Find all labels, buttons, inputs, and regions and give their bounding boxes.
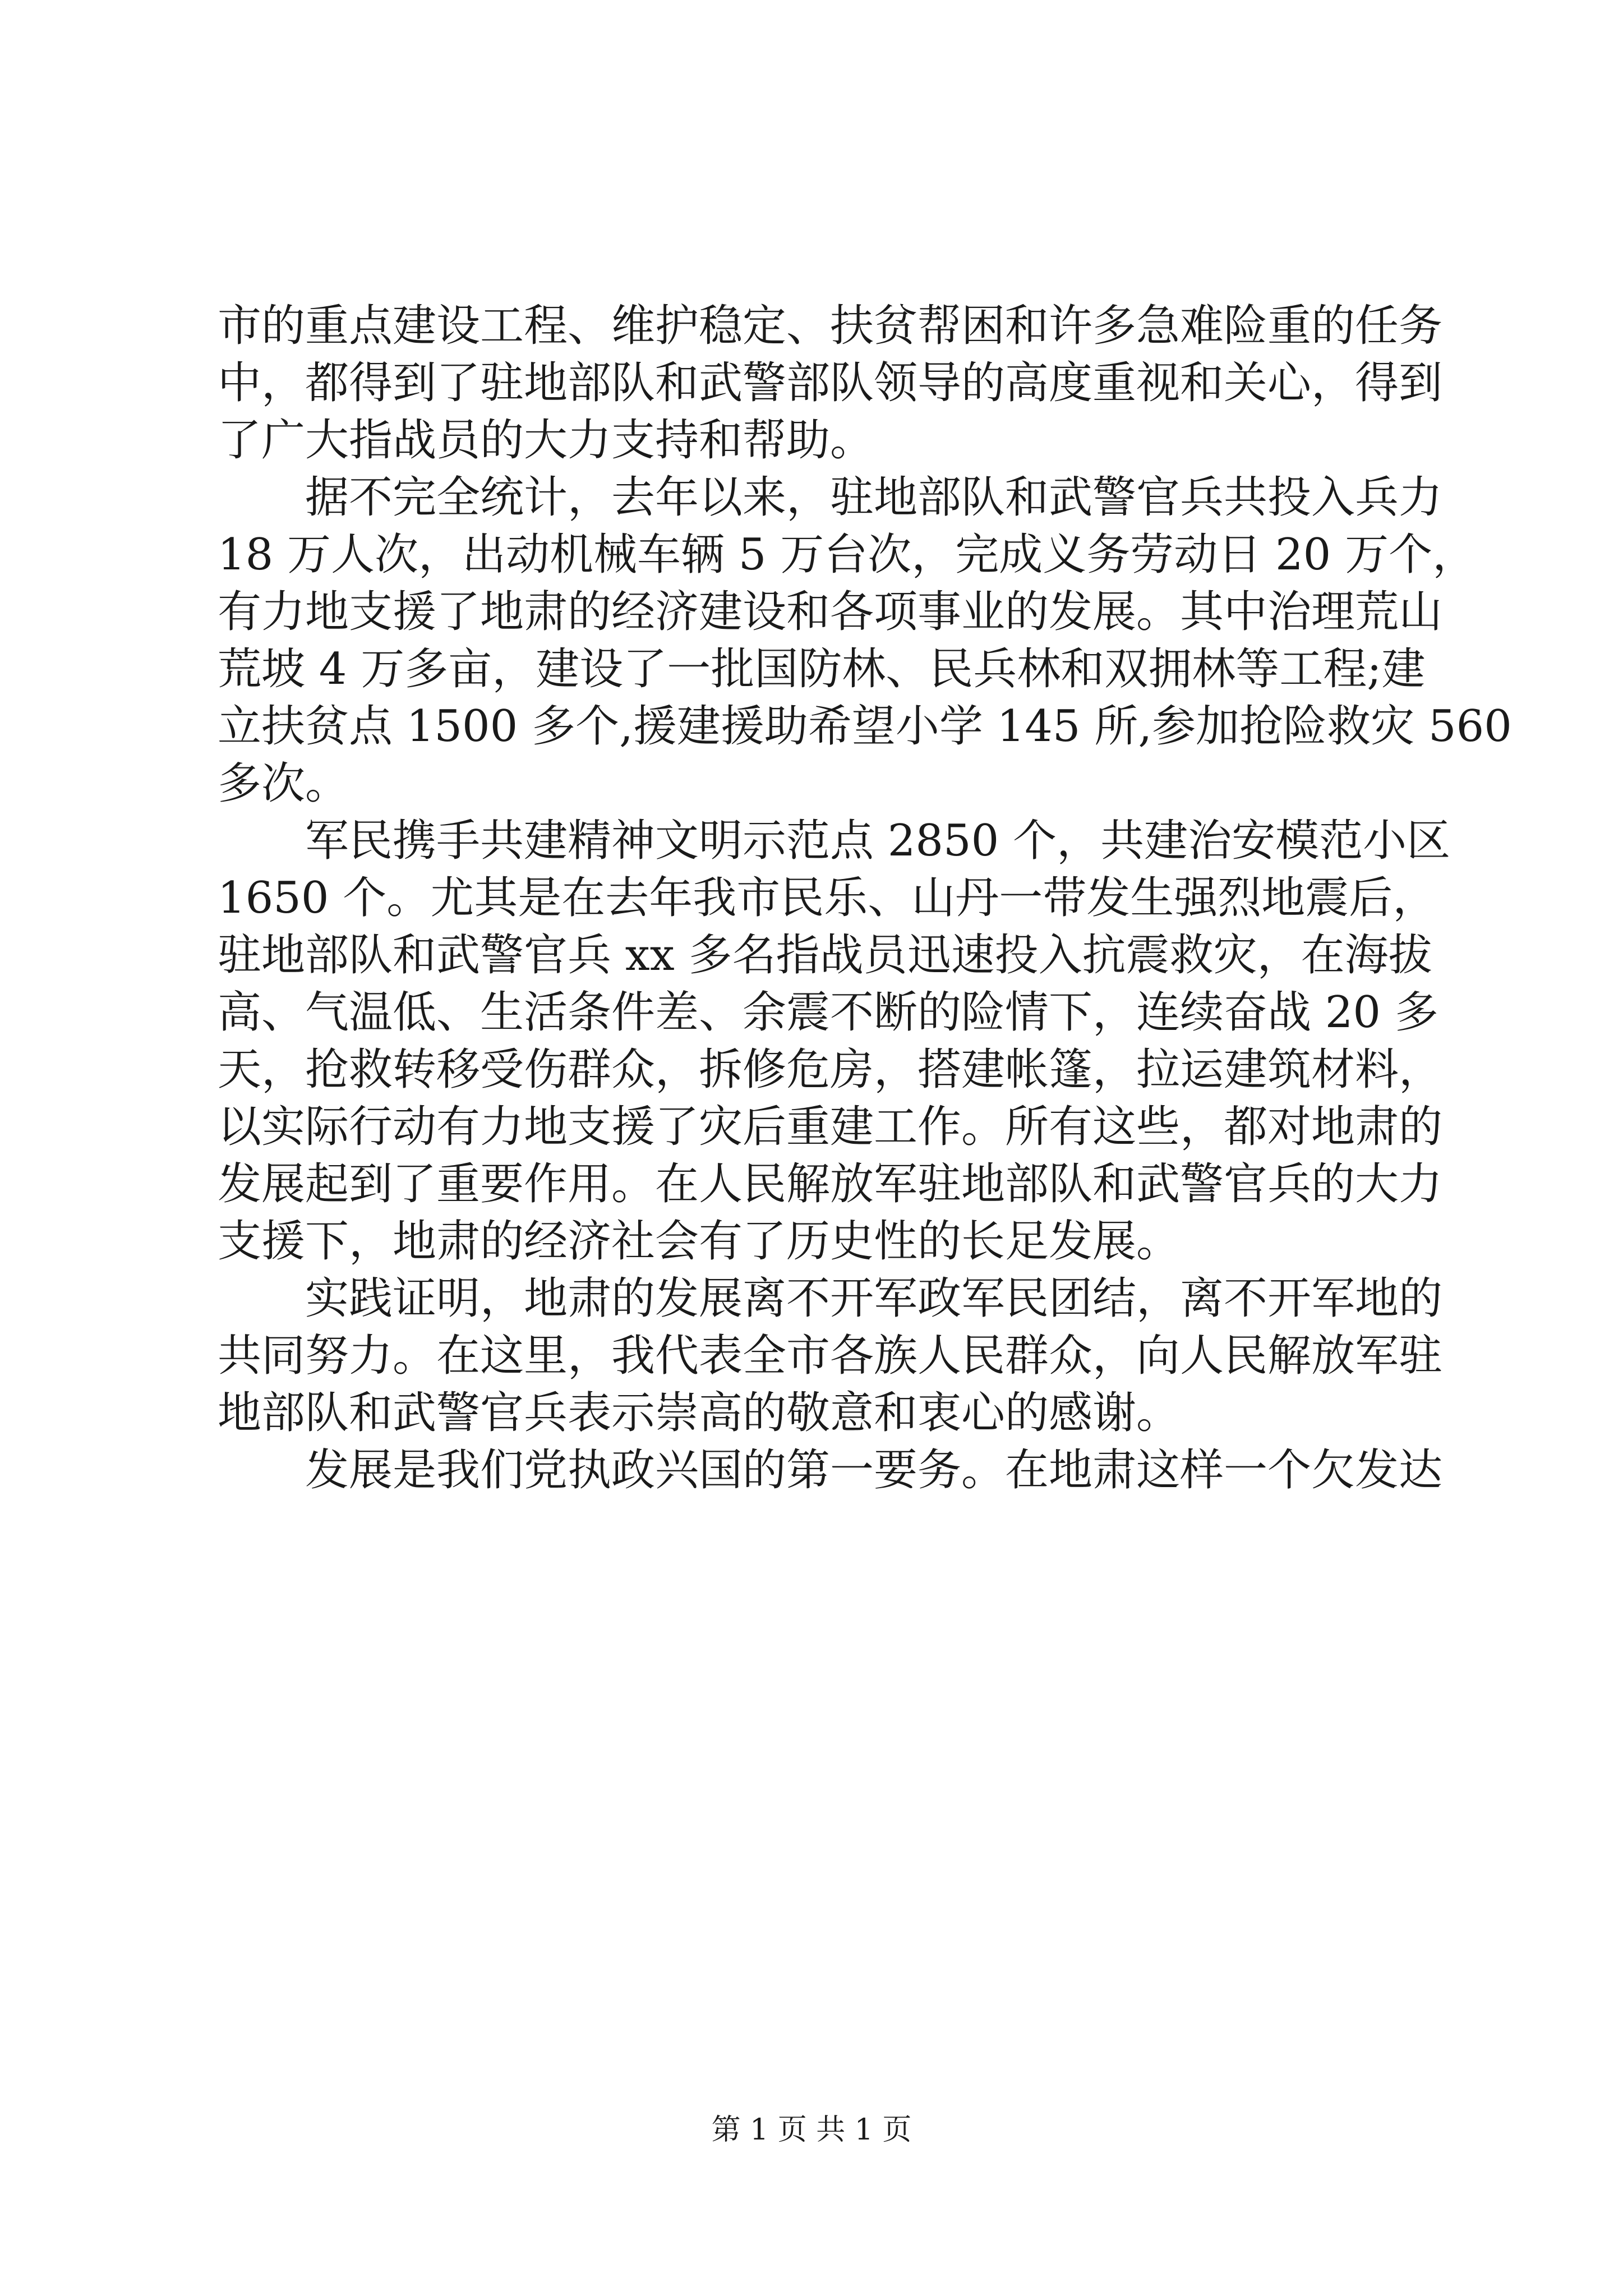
text-line: 立扶贫点 1500 多个,援建援助希望小学 145 所,参加抢险救灾 560: [218, 701, 1512, 752]
text-line: 了广大指战员的大力支持和帮助。: [218, 415, 874, 466]
paragraph: [218, 812, 1451, 1270]
text-line: 1650 个。尤其是在去年我市民乐、山丹一带发生强烈地震后，: [218, 873, 1437, 923]
text-line: 以实际行动有力地支援了灾后重建工作。所有这些，都对地肃的: [218, 1102, 1443, 1152]
paragraph: [218, 1442, 1443, 1499]
paragraph: [218, 297, 1443, 469]
text-line: 多次。: [218, 758, 349, 809]
text-line: 据不完全统计，去年以来，驻地部队和武警官兵共投入兵力: [305, 472, 1443, 523]
text-line: 天，抢救转移受伤群众，拆修危房，搭建帐篷，拉运建筑材料，: [218, 1045, 1443, 1095]
text-line: 高、气温低、生活条件差、余震不断的险情下，连续奋战 20 多: [218, 987, 1438, 1038]
text-line: 军民携手共建精神文明示范点 2850 个，共建治安模范小区: [305, 816, 1451, 866]
text-line: 荒坡 4 万多亩，建设了一批国防林、民兵林和双拥林等工程;建: [218, 644, 1426, 694]
paragraph: [218, 469, 1512, 812]
text-line: 发展是我们党执政兴国的第一要务。在地肃这样一个欠发达: [305, 1445, 1443, 1496]
text-line: 有力地支援了地肃的经济建设和各项事业的发展。其中治理荒山: [218, 587, 1443, 637]
paragraph: [218, 1270, 1443, 1442]
text-line: 支援下，地肃的经济社会有了历史性的长足发展。: [218, 1216, 1181, 1267]
document-body: [218, 297, 1512, 1499]
text-line: 中，都得到了驻地部队和武警部队领导的高度重视和关心，得到: [218, 358, 1443, 408]
page-footer: 第 1 页 共 1 页: [711, 2113, 912, 2147]
text-line: 市的重点建设工程、维护稳定、扶贫帮困和许多急难险重的任务: [218, 301, 1443, 351]
text-line: 实践证明，地肃的发展离不开军政军民团结，离不开军地的: [305, 1273, 1443, 1324]
text-line: 18 万人次，出动机械车辆 5 万台次，完成义务劳动日 20 万个，: [218, 530, 1477, 580]
text-line: 共同努力。在这里，我代表全市各族人民群众，向人民解放军驻: [218, 1331, 1443, 1381]
text-line: 地部队和武警官兵表示崇高的敬意和衷心的感谢。: [218, 1388, 1181, 1438]
text-line: 驻地部队和武警官兵 xx 多名指战员迅速投入抗震救灾，在海拔: [218, 930, 1432, 981]
text-line: 发展起到了重要作用。在人民解放军驻地部队和武警官兵的大力: [218, 1159, 1443, 1209]
